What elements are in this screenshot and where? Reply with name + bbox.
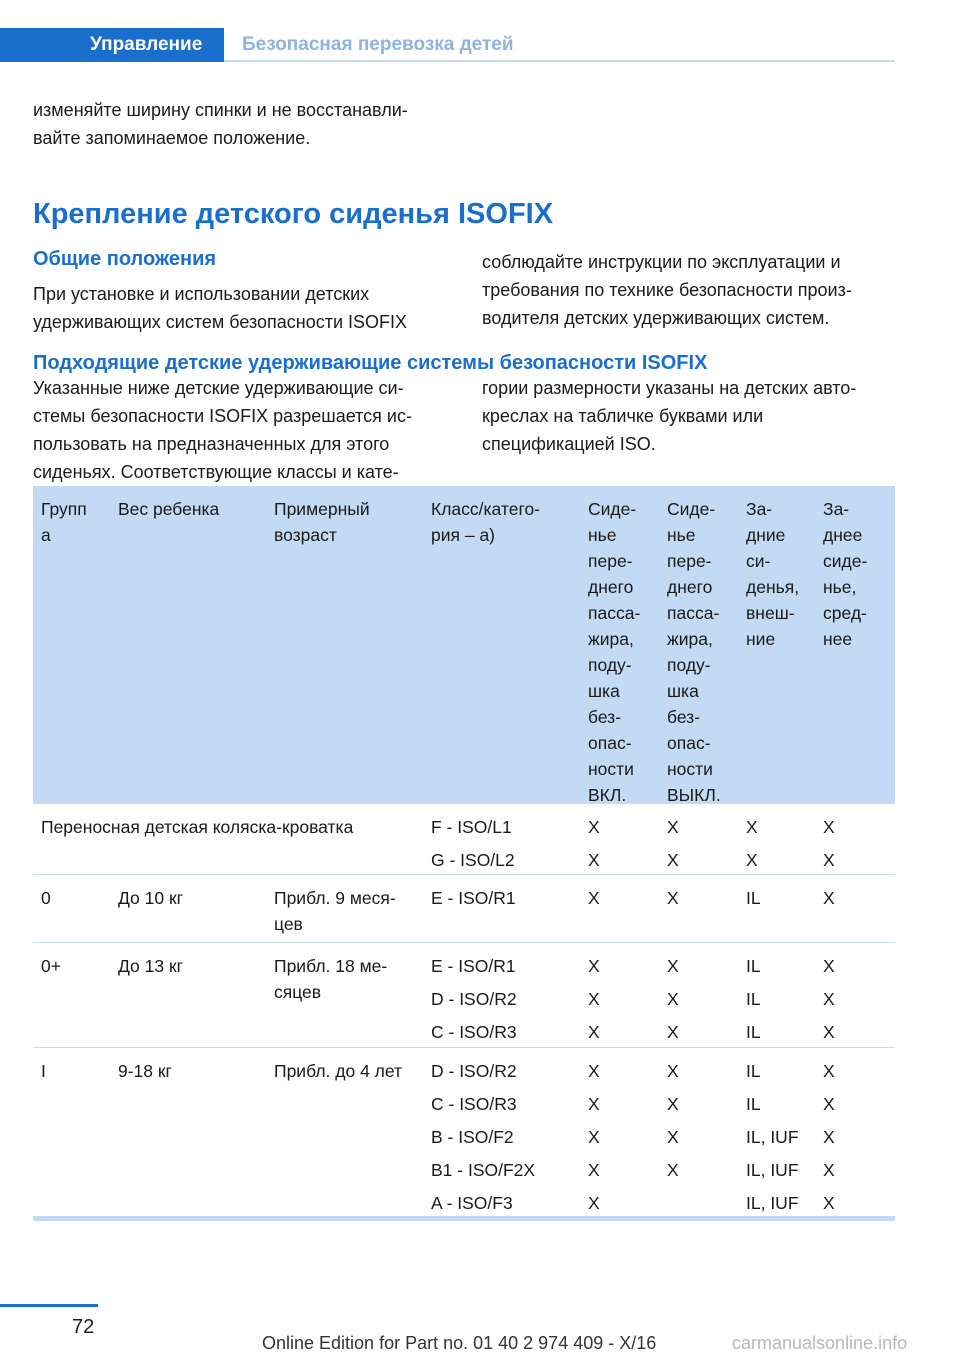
footer-accent-bar	[0, 1304, 98, 1307]
cell-rear-middle	[823, 953, 835, 1052]
table-row	[33, 875, 895, 943]
cell-line: F - ISO/L1	[431, 817, 512, 837]
col-header-rear-outer: За- дние си- денья, внеш- ние	[746, 499, 800, 649]
cell-line: X	[588, 850, 600, 870]
cell-line: G - ISO/L2	[431, 850, 515, 870]
cell-line: C - ISO/R3	[431, 1022, 517, 1042]
cell-line: X	[667, 1127, 679, 1147]
cell-rear-outer	[746, 953, 761, 1052]
cell-age: Прибл. до 4 лет	[274, 1061, 403, 1081]
cell-line: X	[667, 850, 679, 870]
cell-classes	[431, 814, 515, 880]
cell-airbag-off	[667, 953, 679, 1052]
page-heading: Крепление детского сиденья ISOFIX	[33, 198, 554, 230]
cell-line: X	[823, 1193, 835, 1213]
suitable-paragraph-left	[33, 374, 412, 486]
cell-line: X	[667, 1094, 679, 1114]
cell-line: X	[588, 1094, 600, 1114]
cell-airbag-off	[667, 1058, 679, 1223]
cell-line: E - ISO/R1	[431, 888, 516, 908]
cell-rear-middle	[823, 814, 835, 880]
text-line: креслах на табличке буквами или	[482, 406, 764, 426]
cell-line: X	[588, 1061, 600, 1081]
heading-general: Общие положения	[33, 248, 217, 270]
page-number: 72	[72, 1316, 95, 1338]
tab-current-topic[interactable]: Безопасная перевозка детей	[242, 34, 514, 55]
cell-line: B1 - ISO/F2X	[431, 1160, 536, 1180]
cell-classes	[431, 953, 517, 1052]
cell-line: IL	[746, 956, 761, 976]
cell-group: 0+	[41, 956, 61, 976]
cell-line	[667, 1190, 679, 1223]
text-line: спецификацией ISO.	[482, 434, 656, 454]
cell-rear-middle	[823, 885, 835, 918]
col-header-front-airbag-on: Сиде- нье пере- днего пасса- жира, поду- шка без- опас- ности ВКЛ.	[588, 499, 641, 805]
cell-line: C - ISO/R3	[431, 1094, 517, 1114]
cell-line: A - ISO/F3	[431, 1193, 513, 1213]
cell-line: IL	[746, 1094, 761, 1114]
cell-line: IL	[746, 1022, 761, 1042]
cell-line: X	[746, 817, 758, 837]
cell-line: X	[588, 1193, 600, 1213]
cell-line: X	[823, 1094, 835, 1114]
cell-line: X	[588, 1160, 600, 1180]
cell-line: D - ISO/R2	[431, 989, 517, 1009]
col-header-weight: Вес ребенка	[118, 499, 220, 519]
cell-line: D - ISO/R2	[431, 1061, 517, 1081]
cell-line: X	[823, 1061, 835, 1081]
col-header-front-airbag-off: Сиде- нье пере- днего пасса- жира, поду- шка без- опас- ности ВЫКЛ.	[667, 499, 721, 805]
cell-airbag-on	[588, 1058, 600, 1223]
cell-line: B - ISO/F2	[431, 1127, 514, 1147]
cell-line: X	[823, 989, 835, 1009]
table-header	[33, 486, 895, 804]
cell-line: X	[823, 1127, 835, 1147]
cell-line: IL, IUF	[746, 1160, 799, 1180]
cell-line: IL, IUF	[746, 1193, 799, 1213]
cell-line: X	[588, 888, 600, 908]
watermark: carmanualsonline.info	[732, 1333, 908, 1353]
cell-line: X	[746, 850, 758, 870]
cell-classes	[431, 885, 516, 918]
text-line: изменяйте ширину спинки и не восстанавли-	[33, 100, 408, 120]
cell-line: X	[588, 989, 600, 1009]
text-line: вайте запоминаемое положение.	[33, 128, 311, 148]
cell-airbag-on	[588, 814, 600, 880]
general-paragraph-right	[482, 248, 852, 332]
cell-line: E - ISO/R1	[431, 956, 516, 976]
heading-suitable-systems: Подходящие детские удерживающие системы безопасности ISOFIX	[33, 352, 708, 374]
text-line: При установке и использовании детских	[33, 284, 370, 304]
cell-group: I	[41, 1061, 46, 1081]
text-line: удерживающих систем безопасности ISOFIX	[33, 312, 408, 332]
cell-line: IL	[746, 888, 761, 908]
cell-line: X	[588, 817, 600, 837]
text-line: требования по технике безопасности произ-	[482, 280, 852, 300]
table-row	[33, 943, 895, 1048]
col-header-rear-middle: За- днее сиде- нье, сред- нее	[823, 499, 868, 649]
cell-rear-outer	[746, 1058, 799, 1223]
cell-line: X	[588, 1022, 600, 1042]
edition-note: Online Edition for Part no. 01 40 2 974 409 - X/16	[262, 1333, 657, 1353]
text-line: пользовать на предназначенных для этого	[33, 434, 390, 454]
text-line: сиденьях. Соответствующие классы и кате-	[33, 462, 399, 482]
cell-line: X	[823, 956, 835, 976]
cell-line: X	[667, 1160, 679, 1180]
cell-line: X	[823, 1160, 835, 1180]
text-line: водителя детских удерживающих систем.	[482, 308, 830, 328]
cell-airbag-on	[588, 885, 600, 918]
cell-line: X	[823, 817, 835, 837]
suitable-paragraph-right	[482, 374, 856, 458]
text-line: гории размерности указаны на детских авто-	[482, 378, 857, 398]
text-line: стемы безопасности ISOFIX разрешается ис-	[33, 406, 412, 426]
table-row	[33, 804, 895, 875]
cell-line: X	[588, 956, 600, 976]
header-accent-bar	[0, 28, 72, 62]
tab-active-section[interactable]: Управление	[72, 28, 224, 62]
cell-age: Прибл. 9 меся- цев	[274, 888, 396, 934]
cell-line: X	[823, 1022, 835, 1042]
cell-line: IL, IUF	[746, 1127, 799, 1147]
cell-span-label: Переносная детская коляска-кроватка	[41, 817, 354, 837]
cell-classes	[431, 1058, 535, 1223]
cell-weight: 9-18 кг	[118, 1061, 172, 1081]
cell-airbag-on	[588, 953, 600, 1052]
text-line: Указанные ниже детские удерживающие си-	[33, 378, 404, 398]
cell-line: IL	[746, 989, 761, 1009]
cell-airbag-off	[667, 814, 679, 880]
cell-rear-outer	[746, 885, 761, 918]
general-paragraph-left	[33, 280, 407, 336]
cell-line: X	[823, 850, 835, 870]
intro-paragraph	[33, 96, 408, 152]
cell-weight: До 13 кг	[118, 956, 184, 976]
cell-line: X	[588, 1127, 600, 1147]
col-header-age: Примерный возраст	[274, 499, 370, 545]
header-rule	[224, 60, 895, 62]
cell-line: X	[667, 989, 679, 1009]
cell-age: Прибл. 18 ме- сяцев	[274, 956, 388, 1002]
cell-weight: До 10 кг	[118, 888, 184, 908]
isofix-table	[33, 486, 895, 1221]
cell-rear-outer	[746, 814, 758, 880]
cell-line: X	[667, 817, 679, 837]
cell-line: X	[667, 1061, 679, 1081]
table-row	[33, 1048, 895, 1216]
cell-line: X	[667, 956, 679, 976]
col-header-group: Групп а	[41, 499, 87, 545]
text-line: соблюдайте инструкции по эксплуатации и	[482, 252, 841, 272]
cell-line: X	[823, 888, 835, 908]
cell-airbag-off	[667, 885, 679, 918]
cell-group: 0	[41, 888, 51, 908]
cell-line: IL	[746, 1061, 761, 1081]
cell-line: X	[667, 1022, 679, 1042]
cell-rear-middle	[823, 1058, 835, 1223]
col-header-class: Класс/катего- рия – a)	[431, 499, 540, 545]
cell-line: X	[667, 888, 679, 908]
